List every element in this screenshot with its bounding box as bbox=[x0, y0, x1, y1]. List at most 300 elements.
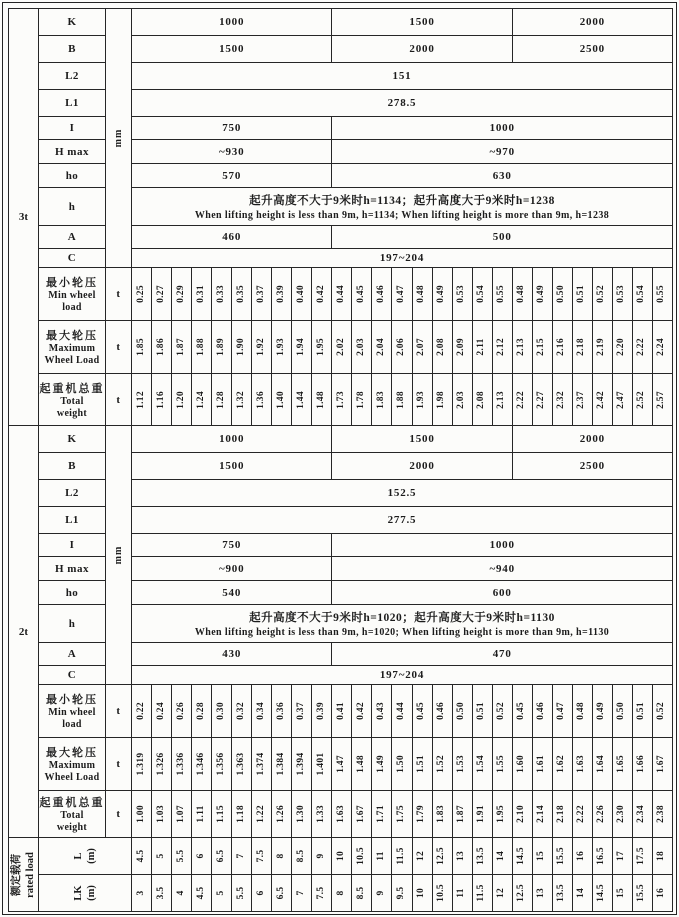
param-label-text: K bbox=[67, 16, 77, 28]
vertical-text bbox=[436, 391, 448, 409]
vertical-text bbox=[256, 391, 268, 409]
vertical-text bbox=[516, 391, 528, 409]
param-value-cell bbox=[132, 534, 332, 557]
wheel-value-cell bbox=[352, 791, 372, 838]
vertical-text bbox=[576, 391, 588, 409]
wheel-value-cell bbox=[352, 321, 372, 374]
wheel-value-cell bbox=[453, 685, 473, 738]
vertical-text bbox=[556, 805, 568, 823]
param-value-cell bbox=[513, 453, 673, 480]
vertical-text bbox=[256, 890, 268, 895]
footer-value-text: 13 bbox=[536, 887, 547, 899]
footer-value-cell bbox=[593, 838, 613, 875]
vertical-text bbox=[637, 847, 649, 865]
footer-value-cell bbox=[413, 875, 433, 912]
wheel-value-text: 0.37 bbox=[295, 702, 306, 720]
param-value-text: 1500 bbox=[409, 433, 435, 445]
wheel-value-text: 1.73 bbox=[335, 390, 346, 409]
vertical-text bbox=[236, 753, 248, 776]
param-value-text: 2500 bbox=[579, 43, 605, 55]
wheel-value-text: 1.346 bbox=[195, 752, 206, 776]
unit-t-cell bbox=[106, 321, 132, 374]
wheel-value-cell bbox=[172, 791, 192, 838]
wheel-label-line: Wheel Load bbox=[44, 772, 100, 783]
vertical-text bbox=[496, 391, 508, 409]
section-group-label-3t bbox=[9, 9, 39, 426]
footer-value-cell bbox=[633, 875, 653, 912]
param-label-h bbox=[39, 188, 106, 226]
section-group-text: 2t bbox=[18, 625, 29, 638]
wheel-value-cell bbox=[573, 374, 593, 426]
vertical-text bbox=[556, 702, 568, 720]
footer-value-cell bbox=[332, 875, 352, 912]
vertical-text bbox=[336, 391, 348, 409]
vertical-text bbox=[276, 285, 288, 303]
vertical-text bbox=[476, 755, 488, 773]
param-label-text: B bbox=[68, 43, 76, 55]
vertical-text bbox=[536, 851, 548, 861]
wheel-value-text: 1.93 bbox=[416, 390, 427, 409]
footer-value-text: 18 bbox=[656, 850, 667, 862]
wheel-value-text: 2.16 bbox=[556, 338, 567, 356]
vertical-text bbox=[396, 338, 408, 356]
vertical-text bbox=[72, 848, 98, 864]
footer-value-text: 9.5 bbox=[396, 886, 407, 900]
vertical-text bbox=[136, 890, 148, 895]
wheel-value-text: 1.48 bbox=[315, 390, 326, 409]
wheel-value-cell bbox=[513, 685, 533, 738]
param-value-text: ~970 bbox=[489, 145, 515, 158]
param-value-text: 570 bbox=[222, 169, 242, 182]
wheel-row-label bbox=[39, 321, 106, 374]
wheel-value-text: 1.51 bbox=[416, 755, 427, 773]
wheel-value-cell bbox=[212, 791, 232, 838]
wheel-value-text: 1.12 bbox=[135, 390, 146, 409]
wheel-label-line: 起重机总重 bbox=[39, 797, 105, 809]
wheel-value-text: 2.27 bbox=[536, 390, 547, 409]
wheel-value-text: 2.13 bbox=[496, 390, 507, 409]
vertical-text bbox=[456, 805, 468, 823]
footer-value-cell bbox=[453, 875, 473, 912]
vertical-text bbox=[476, 391, 488, 409]
param-label-text: L1 bbox=[65, 97, 79, 109]
vertical-text bbox=[476, 847, 488, 865]
param-label-text: L2 bbox=[65, 70, 79, 82]
wheel-value-text: 0.36 bbox=[275, 702, 286, 720]
wheel-value-text: 1.401 bbox=[315, 752, 326, 776]
footer-value-text: 14 bbox=[496, 850, 507, 862]
param-value-text: 750 bbox=[222, 539, 242, 551]
vertical-text bbox=[436, 884, 448, 902]
wheel-value-cell bbox=[392, 791, 412, 838]
wheel-value-cell bbox=[493, 268, 513, 321]
wheel-value-text: 2.22 bbox=[516, 390, 527, 409]
param-value-text: 197~204 bbox=[379, 669, 425, 681]
vertical-text bbox=[616, 338, 628, 356]
footer-value-text: 10 bbox=[335, 850, 346, 862]
vertical-text bbox=[596, 847, 608, 865]
wheel-value-cell bbox=[252, 738, 272, 791]
vertical-text bbox=[657, 851, 669, 861]
wheel-value-text: 1.363 bbox=[235, 752, 246, 776]
wheel-value-cell bbox=[613, 738, 633, 791]
footer-value-text: 14 bbox=[576, 887, 587, 899]
vertical-text bbox=[276, 887, 288, 900]
footer-value-cell bbox=[493, 875, 513, 912]
wheel-value-text: 0.31 bbox=[195, 285, 206, 303]
vertical-text bbox=[596, 755, 608, 773]
wheel-value-cell bbox=[613, 321, 633, 374]
vertical-text bbox=[376, 285, 388, 303]
footer-value-text: 15.5 bbox=[636, 884, 647, 902]
wheel-value-text: 2.20 bbox=[616, 338, 627, 356]
wheel-value-cell bbox=[212, 374, 232, 426]
wheel-value-cell bbox=[292, 374, 312, 426]
vertical-text bbox=[256, 850, 268, 863]
footer-value-text: 6 bbox=[195, 853, 206, 859]
vertical-text bbox=[436, 805, 448, 823]
rated-load-cn: 额定载荷 bbox=[10, 853, 22, 896]
wheel-value-text: 1.79 bbox=[416, 805, 427, 823]
vertical-text bbox=[236, 285, 248, 303]
wheel-value-text: 0.53 bbox=[456, 285, 467, 303]
param-value-cell bbox=[332, 557, 673, 581]
param-value-cell bbox=[132, 453, 332, 480]
param-value-cell bbox=[132, 507, 673, 534]
param-label-K bbox=[39, 9, 106, 36]
param-value-cell bbox=[332, 36, 512, 63]
param-label-text: K bbox=[67, 433, 77, 445]
vertical-text bbox=[176, 890, 188, 895]
vertical-text bbox=[416, 851, 428, 861]
vertical-text bbox=[336, 285, 348, 303]
footer-value-text: 6.5 bbox=[275, 886, 286, 900]
param-label-I bbox=[39, 534, 106, 557]
vertical-text bbox=[476, 884, 488, 901]
footer-row-label-LK bbox=[39, 875, 132, 912]
vertical-text bbox=[396, 391, 408, 409]
footer-value-cell bbox=[513, 838, 533, 875]
wheel-value-text: 1.95 bbox=[315, 338, 326, 356]
wheel-label-line: Total bbox=[60, 395, 84, 407]
wheel-value-cell bbox=[533, 321, 553, 374]
vertical-text bbox=[316, 338, 328, 356]
wheel-value-cell bbox=[653, 321, 673, 374]
wheel-value-cell bbox=[593, 685, 613, 738]
vertical-text bbox=[516, 285, 528, 303]
wheel-value-text: 1.61 bbox=[536, 755, 547, 773]
vertical-text bbox=[556, 338, 568, 356]
param-label-ho bbox=[39, 164, 106, 188]
vertical-text bbox=[296, 805, 308, 823]
param-label-text: A bbox=[67, 648, 77, 660]
footer-value-text: 16 bbox=[576, 850, 587, 862]
wheel-value-text: 1.88 bbox=[396, 390, 407, 409]
vertical-text bbox=[476, 805, 488, 823]
footer-value-text: 7.5 bbox=[255, 849, 266, 863]
param-label-text: H max bbox=[55, 145, 89, 158]
wheel-value-cell bbox=[332, 268, 352, 321]
wheel-value-text: 1.63 bbox=[576, 755, 587, 773]
wheel-value-cell bbox=[292, 738, 312, 791]
vertical-text bbox=[216, 338, 228, 356]
wheel-value-cell bbox=[513, 738, 533, 791]
vertical-text bbox=[657, 391, 669, 409]
wheel-value-cell bbox=[633, 321, 653, 374]
wheel-value-text: 2.18 bbox=[556, 805, 567, 823]
vertical-text bbox=[196, 285, 208, 303]
param-label-C bbox=[39, 666, 106, 685]
vertical-text bbox=[536, 888, 548, 898]
vertical-text bbox=[356, 285, 368, 303]
vertical-text bbox=[456, 851, 468, 861]
vertical-text bbox=[136, 391, 148, 409]
wheel-value-cell bbox=[352, 374, 372, 426]
wheel-value-cell bbox=[272, 791, 292, 838]
vertical-text bbox=[196, 805, 208, 822]
vertical-text bbox=[456, 755, 468, 773]
wheel-value-cell bbox=[192, 268, 212, 321]
wheel-value-cell bbox=[332, 685, 352, 738]
param-label-L2 bbox=[39, 480, 106, 507]
wheel-label-line: load bbox=[62, 719, 82, 730]
wheel-value-cell bbox=[292, 268, 312, 321]
wheel-value-cell bbox=[473, 738, 493, 791]
wheel-value-cell bbox=[132, 738, 152, 791]
wheel-value-text: 0.45 bbox=[516, 702, 527, 720]
footer-value-cell bbox=[593, 875, 613, 912]
wheel-value-text: 2.24 bbox=[656, 338, 667, 356]
wheel-row-label bbox=[39, 738, 106, 791]
wheel-value-text: 2.02 bbox=[335, 338, 346, 356]
footer-value-cell bbox=[192, 875, 212, 912]
vertical-text bbox=[156, 338, 168, 356]
param-value-cell bbox=[132, 226, 332, 249]
wheel-value-cell bbox=[553, 374, 573, 426]
unit-t-cell bbox=[106, 268, 132, 321]
wheel-value-text: 1.85 bbox=[135, 338, 146, 356]
vertical-text bbox=[416, 338, 428, 356]
wheel-value-text: 0.46 bbox=[536, 702, 547, 720]
wheel-value-text: 2.03 bbox=[355, 338, 366, 356]
wheel-value-text: 0.39 bbox=[315, 702, 326, 720]
wheel-value-cell bbox=[413, 268, 433, 321]
footer-value-text: 7.5 bbox=[315, 886, 326, 900]
param-value-cell bbox=[332, 226, 673, 249]
unit-t-text: t bbox=[116, 341, 121, 353]
vertical-text bbox=[576, 851, 588, 861]
wheel-value-text: 2.07 bbox=[416, 338, 427, 356]
vertical-text bbox=[336, 338, 348, 356]
vertical-text bbox=[336, 805, 348, 823]
vertical-text bbox=[657, 805, 669, 823]
param-value-text: 470 bbox=[492, 648, 512, 660]
wheel-value-cell bbox=[453, 268, 473, 321]
param-label-text: C bbox=[67, 669, 77, 681]
vertical-text bbox=[336, 755, 348, 773]
wheel-value-cell bbox=[332, 374, 352, 426]
vertical-text bbox=[376, 890, 388, 895]
param-label-text: L2 bbox=[65, 487, 79, 499]
wheel-value-text: 1.83 bbox=[376, 390, 387, 409]
vertical-text bbox=[596, 884, 608, 902]
wheel-value-cell bbox=[332, 321, 352, 374]
param-value-text: 1500 bbox=[219, 460, 245, 472]
vertical-text bbox=[9, 852, 37, 898]
footer-label-text: L bbox=[72, 852, 84, 860]
footer-row-label-L bbox=[39, 838, 132, 875]
wheel-value-text: 1.40 bbox=[275, 390, 286, 409]
wheel-label-line: Wheel Load bbox=[44, 355, 100, 366]
wheel-value-text: 0.46 bbox=[436, 702, 447, 720]
vertical-text bbox=[356, 847, 368, 865]
param-label-h bbox=[39, 605, 106, 643]
wheel-value-cell bbox=[212, 685, 232, 738]
vertical-text bbox=[136, 850, 148, 863]
vertical-text bbox=[136, 338, 148, 356]
footer-value-text: 16.5 bbox=[596, 847, 607, 865]
wheel-value-cell bbox=[493, 738, 513, 791]
wheel-value-cell bbox=[232, 374, 252, 426]
wheel-value-cell bbox=[152, 374, 172, 426]
vertical-text bbox=[256, 753, 268, 776]
wheel-value-text: 0.42 bbox=[315, 285, 326, 303]
wheel-value-cell bbox=[533, 791, 553, 838]
wheel-value-cell bbox=[573, 738, 593, 791]
footer-value-text: 11 bbox=[376, 851, 387, 861]
wheel-value-text: 0.50 bbox=[556, 285, 567, 303]
vertical-text bbox=[496, 285, 508, 303]
vertical-text bbox=[496, 702, 508, 720]
vertical-text bbox=[156, 285, 168, 303]
vertical-text bbox=[176, 805, 188, 823]
param-label-L2 bbox=[39, 63, 106, 90]
wheel-value-text: 1.11 bbox=[195, 805, 206, 823]
param-value-text: 430 bbox=[222, 648, 242, 660]
param-value-text: 151 bbox=[392, 70, 412, 82]
wheel-value-text: 0.25 bbox=[135, 285, 146, 303]
wheel-value-cell bbox=[433, 268, 453, 321]
footer-value-cell bbox=[352, 875, 372, 912]
vertical-text bbox=[336, 890, 348, 895]
vertical-text bbox=[616, 805, 628, 823]
vertical-text bbox=[296, 702, 308, 720]
vertical-text bbox=[216, 702, 228, 720]
wheel-value-text: 1.52 bbox=[436, 755, 447, 773]
footer-value-cell bbox=[433, 838, 453, 875]
wheel-value-text: 1.36 bbox=[255, 390, 266, 409]
footer-value-text: 14.5 bbox=[596, 884, 607, 902]
param-label-L1 bbox=[39, 507, 106, 534]
wheel-value-cell bbox=[613, 268, 633, 321]
vertical-text bbox=[256, 805, 268, 823]
wheel-value-cell bbox=[292, 321, 312, 374]
footer-value-text: 10 bbox=[416, 887, 427, 899]
param-label-text: h bbox=[68, 200, 76, 213]
vertical-text bbox=[516, 847, 528, 865]
wheel-value-text: 1.16 bbox=[155, 390, 166, 409]
wheel-value-cell bbox=[653, 738, 673, 791]
vertical-text bbox=[256, 702, 268, 720]
wheel-value-text: 1.62 bbox=[556, 755, 567, 773]
param-label-text: L1 bbox=[65, 514, 79, 526]
wheel-value-text: 2.37 bbox=[576, 390, 587, 409]
vertical-text bbox=[136, 753, 148, 776]
wheel-value-text: 1.20 bbox=[175, 390, 186, 409]
vertical-text bbox=[296, 850, 308, 863]
vertical-text bbox=[416, 391, 428, 409]
footer-value-cell bbox=[132, 875, 152, 912]
vertical-text bbox=[476, 285, 488, 303]
wheel-value-text: 1.47 bbox=[335, 755, 346, 773]
param-value-cell bbox=[132, 164, 332, 188]
wheel-value-text: 1.83 bbox=[436, 805, 447, 823]
wheel-value-cell bbox=[312, 374, 332, 426]
footer-value-text: 13.5 bbox=[476, 847, 487, 865]
wheel-value-text: 2.42 bbox=[596, 390, 607, 409]
footer-value-text: 6 bbox=[255, 890, 266, 896]
footer-value-cell bbox=[633, 838, 653, 875]
param-value-cell bbox=[513, 36, 673, 63]
param-label-Hmax bbox=[39, 140, 106, 164]
footer-value-text: 4.5 bbox=[195, 886, 206, 900]
wheel-value-cell bbox=[413, 738, 433, 791]
param-value-cell bbox=[132, 480, 673, 507]
wheel-value-text: 0.46 bbox=[376, 285, 387, 303]
vertical-text bbox=[496, 805, 508, 823]
vertical-text bbox=[536, 755, 548, 773]
footer-value-cell bbox=[433, 875, 453, 912]
wheel-value-text: 1.30 bbox=[295, 805, 306, 823]
vertical-text bbox=[276, 338, 288, 356]
wheel-value-text: 2.22 bbox=[576, 805, 587, 823]
wheel-value-cell bbox=[493, 321, 513, 374]
vertical-text bbox=[416, 285, 428, 303]
unit-mm-cell bbox=[106, 9, 132, 268]
footer-value-cell bbox=[413, 838, 433, 875]
vertical-text bbox=[536, 702, 548, 720]
footer-value-text: 10.5 bbox=[355, 847, 366, 865]
wheel-value-text: 0.42 bbox=[355, 702, 366, 720]
footer-value-text: 11.5 bbox=[476, 884, 487, 902]
param-value-cell bbox=[332, 117, 673, 140]
param-value-cell bbox=[513, 9, 673, 36]
vertical-text bbox=[256, 338, 268, 356]
param-value-cell bbox=[513, 426, 673, 453]
param-value-cell bbox=[332, 140, 673, 164]
vertical-text bbox=[376, 391, 388, 409]
wheel-value-text: 0.48 bbox=[576, 702, 587, 720]
footer-value-cell bbox=[613, 875, 633, 912]
param-label-text: A bbox=[67, 231, 77, 243]
wheel-value-cell bbox=[232, 738, 252, 791]
param-value-cell bbox=[132, 140, 332, 164]
wheel-value-text: 2.15 bbox=[536, 338, 547, 356]
unit-t-text: t bbox=[116, 393, 121, 406]
param-label-ho bbox=[39, 581, 106, 605]
footer-value-text: 11.5 bbox=[396, 847, 407, 865]
wheel-value-text: 1.67 bbox=[355, 805, 366, 823]
wheel-value-cell bbox=[332, 738, 352, 791]
wheel-label-line: load bbox=[62, 302, 82, 313]
wheel-value-text: 1.48 bbox=[355, 755, 366, 773]
vertical-text bbox=[176, 753, 188, 776]
vertical-text bbox=[356, 755, 368, 773]
footer-value-text: 8 bbox=[335, 890, 346, 896]
wheel-value-text: 1.03 bbox=[155, 805, 166, 823]
wheel-value-cell bbox=[593, 374, 613, 426]
wheel-value-cell bbox=[312, 268, 332, 321]
